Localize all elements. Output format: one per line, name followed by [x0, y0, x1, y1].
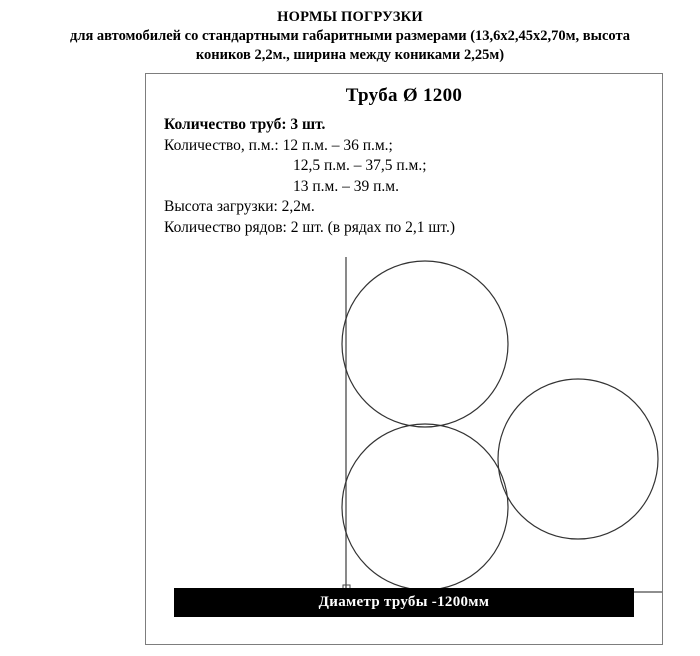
page-subtitle-line-2: коников 2,2м., ширина между кониками 2,25м): [195, 47, 505, 63]
spec-line-length-3: 13 п.м. – 39 п.м.: [293, 177, 399, 195]
spec-line-length-1: Количество, п.м.: 12 п.м. – 36 п.м.;: [164, 136, 393, 154]
pipe-circle-top-left: [342, 261, 508, 427]
spec-list: [146, 115, 662, 238]
page-subtitle-line-1: для автомобилей со стандартными габаритными размерами (13,6х2,45х2,70м, высота: [69, 28, 631, 44]
pipe-title: Труба Ø 1200: [345, 85, 463, 106]
spec-line-quantity: Количество труб: 3 шт.: [164, 116, 326, 133]
spec-line-load-height: Высота загрузки: 2,2м.: [164, 198, 315, 215]
diameter-caption-bar: [174, 588, 634, 617]
spec-line-length-2: 12,5 п.м. – 37,5 п.м.;: [293, 157, 427, 174]
page-title: НОРМЫ ПОГРУЗКИ: [277, 9, 423, 25]
pipe-circle-bottom-left: [342, 424, 508, 590]
spec-card: [145, 73, 663, 645]
pipe-circle-right: [498, 379, 658, 539]
document-header: [0, 0, 700, 65]
spec-line-rows: Количество рядов: 2 шт. (в рядах по 2,1 шт.): [164, 218, 456, 236]
diameter-caption-text: Диаметр трубы -1200мм: [318, 594, 490, 610]
pipe-loading-diagram: [146, 249, 662, 599]
